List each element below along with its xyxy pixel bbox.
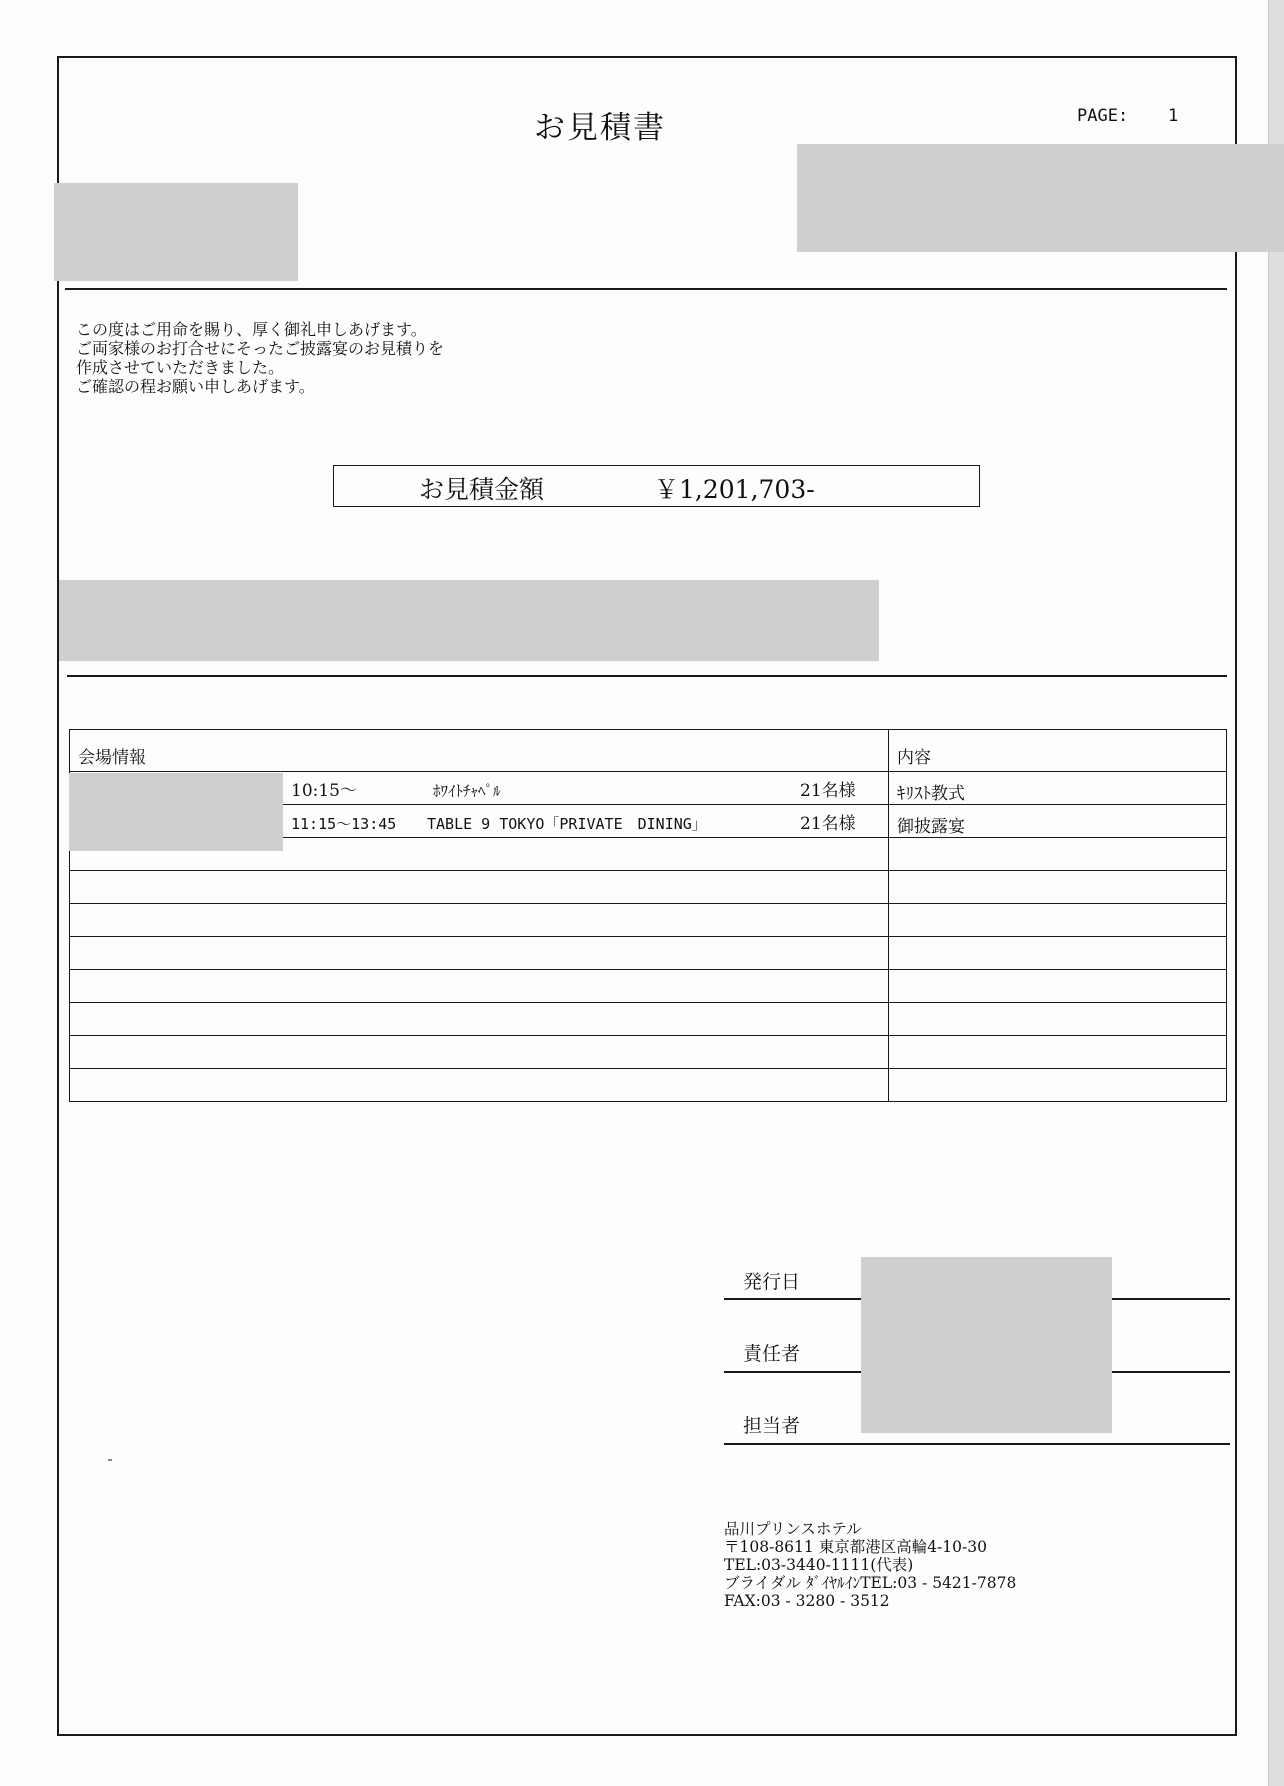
responsible-label: 責任者 [743, 1343, 801, 1365]
redacted-venue-name [69, 773, 283, 851]
staff-label: 担当者 [743, 1415, 801, 1437]
hotel-fax: FAX:03 - 3280 - 3512 [724, 1592, 890, 1610]
greeting-text [76, 320, 444, 396]
estimate-label: お見積金額 [419, 475, 545, 504]
issue-date-label: 発行日 [743, 1271, 801, 1293]
estimate-amount: ￥1,201,703- [654, 475, 815, 504]
row-time: 11:15～13:45 [291, 815, 397, 833]
greeting-line: この度はご用命を賜り、厚く御礼申しあげます。 [76, 320, 427, 339]
page-edge [1268, 0, 1284, 1786]
table-row [70, 1036, 1227, 1069]
row-content: ｷﾘｽﾄ教式 [889, 772, 1227, 805]
table-row [70, 1003, 1227, 1036]
table-row [70, 1069, 1227, 1102]
staff-line [724, 1443, 1230, 1445]
row-place: ﾎﾜｲﾄﾁｬﾍﾟﾙ [433, 782, 501, 800]
row-guests: 21名様 [800, 781, 856, 801]
redacted-issuer-details [861, 1257, 1112, 1433]
row-content: 御披露宴 [889, 805, 1227, 838]
redacted-event-info [59, 580, 879, 661]
section-divider [67, 675, 1227, 677]
header-divider [65, 288, 1227, 290]
greeting-line: ご確認の程お願い申しあげます。 [76, 377, 315, 396]
greeting-line: ご両家様のお打合せにそったご披露宴のお見積りを [76, 339, 445, 358]
content-header: 内容 [889, 730, 1227, 772]
row-guests: 21名様 [800, 814, 856, 834]
hotel-tel: TEL:03-3440-1111(代表) [724, 1556, 914, 1574]
hotel-address-block [724, 1520, 1016, 1610]
venue-info-header: 会場情報 [70, 730, 889, 772]
row-place: TABLE 9 TOKYO「PRIVATE DINING」 [427, 815, 707, 833]
hotel-address: 〒108-8611 東京都港区高輪4-10-30 [724, 1538, 987, 1556]
redacted-recipient [54, 183, 298, 281]
greeting-line: 作成させていただきました。 [76, 358, 285, 377]
table-row [70, 871, 1227, 904]
redacted-sender [797, 144, 1284, 252]
table-header-row [70, 730, 1227, 772]
scan-speck [108, 1459, 112, 1461]
document-title: お見積書 [534, 110, 666, 146]
table-row [70, 937, 1227, 970]
row-time: 10:15～ [291, 781, 357, 801]
table-row [70, 970, 1227, 1003]
hotel-bridal-tel: ブライダル ﾀﾞｲﾔﾙｲﾝTEL:03 - 5421-7878 [724, 1574, 1017, 1592]
estimate-amount-box [333, 465, 980, 507]
page-label: PAGE: [1077, 106, 1129, 126]
page-number: 1 [1168, 106, 1179, 126]
hotel-name: 品川プリンスホテル [724, 1520, 862, 1538]
table-row [70, 904, 1227, 937]
